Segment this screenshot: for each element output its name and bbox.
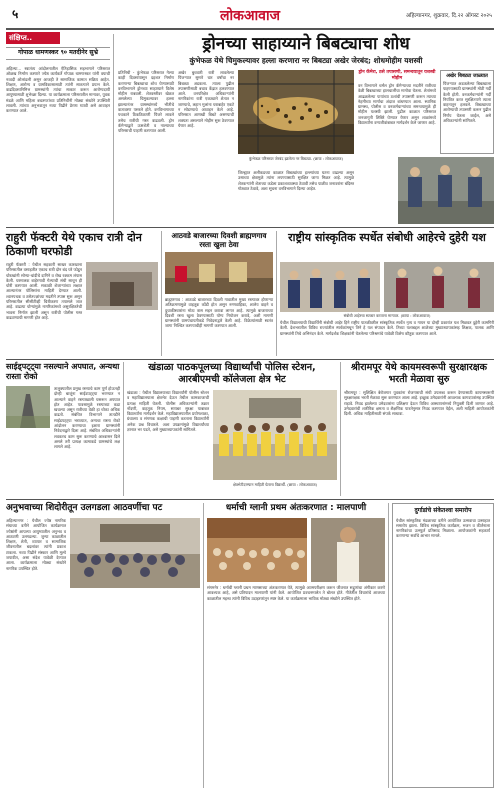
art7-body: श्रीरामपूर : सुशिक्षित बेरोजगार युवकांना रोजगाराची संधी उपलब्ध करून देण्यासाठी कायमस्वरूपी सुरक्षारक्षक भरती मेळावा सुरू करण्यात आला आहे. इच्छुक उमेदवारांनी आवश्यक कागदपत्रांसह उपस्थित राहावे. निवड झालेल्या उमेदवारांना प्रशिक्षण देऊन विविध आस्थापनांमध्ये नियुक्ती दिली जाणार आहे. उमेदवारांची शारीरिक क्षमता व शैक्षणिक पात्रतेनुसार निवड करण्यात येईल, अशी माहिती आयोजकांनी दिली. अधिक माहितीसाठी संपर्क साधावा. (344, 390, 494, 417)
art5-headline: साईड्पट्ट्या नसल्याने अपघात, अन्यथा रास्ता रोको (6, 362, 120, 381)
brief-title: गोपाळ धामणस्कर ९० मतदीनेर सुभ्रे (6, 47, 110, 60)
drone-box-body-cont (358, 157, 394, 224)
masthead-logo: लोकआवाज (220, 8, 280, 24)
section-rule-3 (6, 499, 494, 500)
column-divider (340, 362, 341, 496)
art8-photo (70, 518, 200, 588)
column-divider (123, 362, 124, 496)
art4-photo (280, 262, 380, 312)
drone-box-body: वन विभागाने थर्मल ड्रोन कॅमेऱ्याच्या मदतीने रात्रीच्या वेळी बिबट्याच्या हालचालींचा मागोवा घेतला. शेतांमध्ये आढळलेल्या पायांच्या ठशांची तपासणी करून त्याच्या नेहमीच्या मार्गाचा अंदाज बांधण्यात आला. स्थानिक ग्रामस्थ, पोलीस व वनकर्मचाऱ्यांच्या समन्वयामुळे ही मोहीम यशस्वी झाली. पुढील काळात परिसरात जनजागृती शिबिरे घेण्यात येणार असून शाळांमध्ये विद्यार्थ्यांना वन्यजीवांबाबत मार्गदर्शन केले जाणार आहे. (358, 83, 436, 126)
page-number: ५ (12, 7, 19, 21)
brief-section-tag: संक्षिप्त.. (6, 32, 60, 44)
art2-photo (86, 262, 158, 310)
section-rule-1 (6, 227, 494, 228)
drone-box-title: ड्रोन कॅमेरा, ठसे तपासणी, समन्वयातून यशस्वी मोहीम (358, 70, 436, 81)
art5-photo (6, 386, 50, 428)
officials-photo (398, 157, 494, 224)
art4-body: येथील विद्यालयाची विद्यार्थिनी संबोधी आहेर हिने राष्ट्रीय पातळीवरील सांस्कृतिक स्पर्धेत नृत्य व गायन या दोन्ही प्रकारांत यश मिळवत दुहेरी कामगिरी केली. देशभरातील विविध राज्यांतील स्पर्धकांमधून तिने हे यश संपादन केले. तिच्या यशाबद्दल शाळेच्या मुख्याध्यापकांसह शिक्षक, पालक आणि ग्रामस्थांनी तिचे अभिनंदन केले. मार्गदर्शक शिक्षकांनी घेतलेल्या परिश्रमांचे यावेळी विशेष कौतुक करण्यात आले. (280, 320, 494, 336)
art7-headline: श्रीरामपूर येथे कायमस्वरूपी सुरक्षारक्षक भरती मेळावा सुरु (350, 362, 488, 385)
art4-photo-2 (384, 262, 494, 312)
art9-headline: धर्माची ग्लानी प्रथम अंतःकरणात : मालपाणी (225, 503, 367, 513)
leopard-photo-caption: कुंभेफळ परिसरात जेरबंद झालेला नर बिबट्या. (छाया : लोकआवाज) (249, 156, 343, 161)
art9-speaker-photo (311, 518, 385, 582)
art6-headline: खंडाळा पाठकपूलच्या विद्यार्थ्यांची पोलिस स्टेशन, आरबीएमची कॉलेजला क्षेत्र भेट (148, 362, 316, 385)
lead-col-2: अखेर बुधवारी रात्री लावलेल्या पिंजऱ्यात सुमारे चार वर्षांचा नर बिबट्या अडकला. त्याला पुढील तपासणीसाठी बचाव केंद्रात हलवण्यात आले. वनपरिक्षेत्र अधिकाऱ्यांनी नागरिकांना रात्री एकट्याने शेतात न जाण्याचे, लहान मुलांना घराबाहेर एकटे न सोडण्याचे आवाहन केले आहे. परिसरात आणखी बिबटे असण्याची शक्यता असल्याने मोहीम सुरू ठेवण्यात येणार आहे. (178, 70, 234, 128)
leopard-photo (238, 70, 354, 154)
column-divider (113, 34, 114, 224)
art8-body: अहिल्यानगर : येथील ज्येष्ठ नागरिक संघाच्या वतीने आयोजित कार्यक्रमात ज्येष्ठांनी आपल्या आयुष्यातील अनुभव व आठवणी उलगडल्या. जुन्या काळातील शिक्षण, शेती, व्यापार व सामाजिक जीवनातील बदलांवर त्यांनी प्रकाश टाकला. नव्या पिढीने संस्कार आणि मूल्ये जपावीत, असा संदेश यावेळी देण्यात आला. कार्यक्रमाला मोठ्या संख्येने नागरिक उपस्थित होते. (6, 518, 66, 571)
art5-body-cont (6, 430, 50, 496)
art5-body: तालुक्यातील प्रमुख रस्त्याचे काम पूर्ण होऊनही दोन्ही बाजूंना साईडपट्ट्या भरण्यात न आल्याने वाहने रस्त्याखाली घसरून अपघात होत आहेत. पावसामुळे रस्त्याच्या कडा खचल्या असून रात्रीच्या वेळी हा धोका अधिक वाढतो. संबंधित विभागाने तातडीने साईडपट्ट्या भराव्यात, अन्यथा रास्ता रोको आंदोलन करण्याचा इशारा ग्रामस्थांनी निवेदनाद्वारे दिला आहे. संबंधित अधिकाऱ्यांनी लवकरच काम सुरू करण्याचे आश्वासन दिले असले तरी प्रत्यक्ष कामाकडे ग्रामस्थांचे लक्ष लागले आहे. (54, 386, 120, 450)
sidebox (440, 70, 494, 154)
art6-photo (213, 390, 337, 480)
art3-photo (165, 252, 273, 294)
sidebox-title: अखेर बिबट्या जाळ्यात (446, 73, 488, 79)
art2-headline: राहुरी फॅक्टरी येथे एकाच रात्री दोन ठिकाणी घरफोडी (6, 231, 142, 258)
art4-headline: राष्ट्रीय सांस्कृतिक स्पर्धेत संबोधी आहेरचे दुहेरी यश (288, 231, 486, 244)
art3-body: ब्राह्मणगाव : आठवडे बाजारच्या दिवशी गावातील मुख्य रस्त्यावर होणाऱ्या अतिक्रमणामुळे वाहतूक कोंडी होत असून रुग्णवाहिका, शालेय वाहने व दुचाकीस्वारांना मोठा त्रास सहन करावा लागत आहे. त्यामुळे बाजाराच्या दिवशी रस्ता खुला ठेवण्यासाठी योग्य नियोजन करावे, अशी मागणी ग्रामस्थांनी ग्रामपंचायतीकडे निवेदनाद्वारे केली आहे. विक्रेत्यांसाठी स्वतंत्र जागा निश्चित करण्याचीही मागणी करण्यात आली. (165, 297, 273, 329)
lead-col-1: प्रतिनिधी - कुंभेफळ परिसरात गेल्या काही दिवसांपासून दहशत निर्माण करणाऱ्या बिबट्याचा शोध घेण्यासाठी वनविभागाने ड्रोनच्या साहाय्याने विशेष मोहीम राबवली. शेतवस्तीवर खेळत असलेल्या चिमुकल्यावर हल्ला झाल्यानंतर ग्रामस्थांमध्ये भीतीचे वातावरण पसरले होते. वनविभागाच्या पथकाने ठिकठिकाणी पिंजरे लावले तसेच रात्रीची गस्त वाढवली. ड्रोन कॅमेऱ्याद्वारे ऊसशेती व नाल्याच्या परिसराची पाहणी करण्यात आली. (118, 70, 174, 134)
column-divider (388, 503, 389, 788)
brief-body: अहिल्या... स्वातंत्र्य आंदोलनातील ऐतिहासिक सहभागाने परिसरात ओळख निर्माण करणारे ज्येष्ठ कार्यकर्ते गोपाळ धामणस्कर यांनी वयाची नव्वदी ओलांडली असून आजही ते सामाजिक कामात सक्रिय आहेत. शिक्षण, आरोग्य व ग्रामविकासासाठी त्यांनी सातत्याने प्रयत्न केले. वाढदिवसानिमित्त ग्रामस्थांनी त्यांचा सत्कार करून आरोग्यदायी आयुष्यासाठी शुभेच्छा दिल्या. या कार्यक्रमाला परिसरातील मान्यवर, युवक मंडळे आणि महिला बचतगटांच्या प्रतिनिधींनी मोठ्या संख्येने उपस्थिती लावली. त्यांच्या अनुभवातून नव्या पिढीने प्रेरणा घ्यावी असे आवाहन करण्यात आले. (6, 66, 110, 114)
lead-subhead: कुंभेफळ येथे चिमुकल्यावर हल्ला करणारा नर बिबट्या अखेर जेरबंद; शोधमोहीम यशस्वी (189, 56, 423, 65)
art8-headline: अनुभवाच्या शिदोरीतून उलगडला आठवणींचा पट (6, 503, 163, 513)
column-divider (276, 231, 277, 356)
art10-box (392, 503, 494, 788)
art3-headline: आठवडे बाजारच्या दिवशी ब्राह्मणगाव रस्ता खुला ठेवा (171, 231, 267, 249)
art8-body-cont (70, 591, 200, 788)
art2-body-cont (6, 312, 158, 356)
column-divider (203, 503, 204, 788)
art9-photo (207, 518, 307, 582)
column-divider (161, 231, 162, 356)
brief-column (6, 32, 110, 224)
art9-body: संगमनेर : धर्माची ग्लानी प्रथम माणसाच्या अंतःकरणात येते, त्यामुळे आत्मपरीक्षण करून जीवनात सद्गुणांचा अंगीकार करणे आवश्यक आहे, असे प्रतिपादन मालपाणी यांनी केले. आयोजित प्रवचनमालेत ते बोलत होते. गीतेतील विचारांचे आजच्या काळातील महत्त्व त्यांनी विविध उदाहरणांतून स्पष्ट केले. या कार्यक्रमाला भाविक मोठ्या संख्येने उपस्थित होते. (207, 585, 385, 601)
art6-photo-caption: क्षेत्रभेटीदरम्यान माहिती घेताना विद्यार्थी. (छाया : लोकआवाज) (232, 482, 318, 487)
lead-headline: ड्रोनच्या साहाय्याने बिबट्याचा शोध (202, 34, 410, 54)
art10-body: येथील सांस्कृतिक मंडळाच्या वतीने आयोजित उत्सवाचा उत्साहात समारोप झाला. विविध सांस्कृतिक कार्यक्रम, भजन व कीर्तनाला नागरिकांचा उत्स्फूर्त प्रतिसाद मिळाला. आयोजकांनी सहकार्य करणाऱ्या सर्वांचे आभार मानले. (396, 517, 490, 539)
art6-body: खंडाळा : येथील विद्यालयाच्या विद्यार्थ्यांनी पोलीस स्टेशन व महाविद्यालयाला क्षेत्रभेट देऊन तेथील कामकाजाची प्रत्यक्ष माहिती घेतली. पोलीस अधिकाऱ्यांनी तक्रार नोंदणी, वाहतूक नियम, सायबर सुरक्षा याबाबत विद्यार्थ्यांना मार्गदर्शन केले. महाविद्यालयातील प्रयोगशाळा, ग्रंथालय व संगणक कक्षाची पाहणी करताना विद्यार्थ्यांनी अनेक प्रश्न विचारले. अशा उपक्रमांमुळे विद्यार्थ्यांच्या ज्ञानात भर पडते, असे मुख्याध्यापकांनी सांगितले. (127, 390, 209, 433)
sidebox-body: पिंजऱ्यात अडकलेल्या बिबट्याला पाहण्यासाठी ग्रामस्थांनी मोठी गर्दी केली होती. वनकर्मचाऱ्यांनी गर्दी नियंत्रित करत सुरक्षितपणे त्याला वाहनातून हलवले. बिबट्याच्या आरोग्याची तपासणी करून पुढील निर्णय घेतला जाईल, असे अधिकाऱ्यांनी सांगितले. (443, 81, 491, 124)
art4-photo-caption: संबोधी आहेरचा सत्कार करताना मान्यवर. (छाया : लोकआवाज) (343, 313, 431, 318)
art2-body: राहुरी फॅक्टरी : येथील सहकारी साखर कारखाना परिसरातील वसाहतीत एकाच रात्री दोन बंद घरे फोडून चोरट्यांनी सोन्या-चांदीचे दागिने व रोख रक्कम लंपास केली. घरमालक बाहेरगावी गेल्याची संधी साधून ही चोरी करण्यात आली. सकाळी शेजाऱ्यांच्या लक्षात आल्यानंतर पोलिसांना माहिती देण्यात आली. श्वानपथक व ठसेतज्ज्ञांच्या मदतीने तपास सुरू असून परिसरातील सीसीटीव्ही चित्रीकरण तपासले जात आहे. वाढत्या चोऱ्यांमुळे नागरिकांमध्ये असुरक्षिततेची भावना निर्माण झाली असून रात्रीची पोलीस गस्त वाढवण्याची मागणी होत आहे. (6, 262, 82, 320)
section-rule-2 (6, 359, 494, 360)
masthead (6, 6, 494, 32)
lead-col-3: जिल्ह्यात अलीकडच्या काळात बिबट्यांच्या हल्ल्यांच्या घटना वाढल्या असून उसाच्या क्षेत्रामुळे त्यांना लपण्यासाठी सुरक्षित जागा मिळत आहे. त्यामुळे शेतकऱ्यांनी शेताच्या कडेला प्रकाशव्यवस्था ठेवावी तसेच पाळीव जनावरांना बंदिस्त गोठ्यात ठेवावे, अशा सूचना वनविभागाने दिल्या आहेत. (238, 170, 354, 191)
masthead-edition: अहिल्यानगर, शुक्रवार, दि.२२ ऑगस्ट २०२५ (405, 13, 492, 19)
art10-headline: दुर्गाडांचे संकेतश्वा समारोप (414, 507, 472, 514)
masthead-rule (6, 28, 494, 30)
